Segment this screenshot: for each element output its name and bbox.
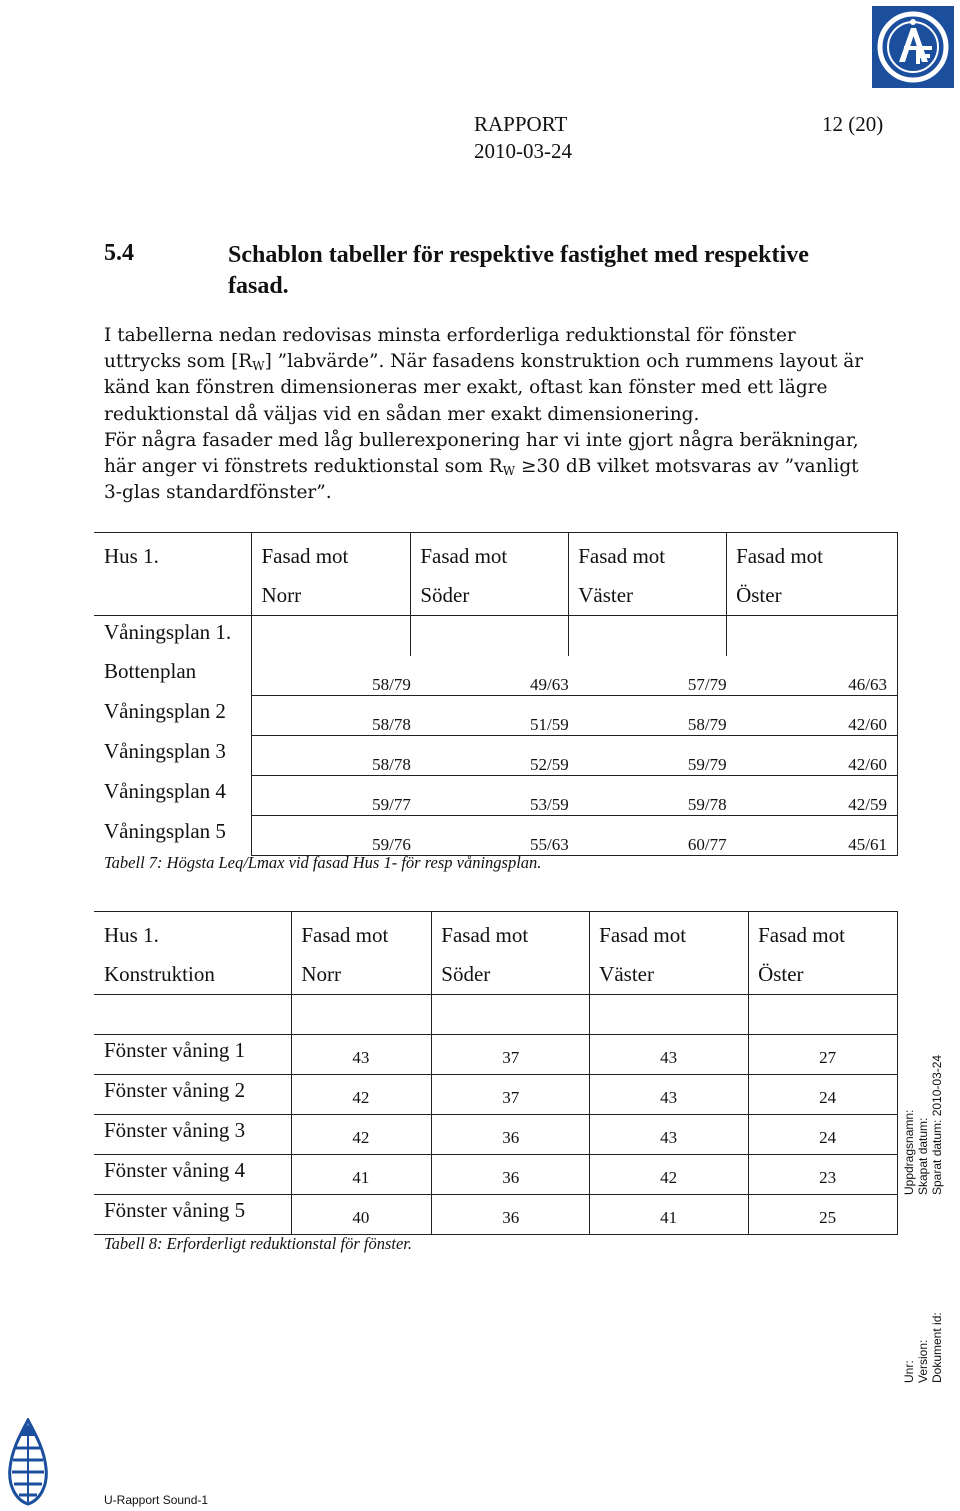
table2-cell: 42 (292, 1075, 432, 1115)
table1-col-header: Fasad mot Norr (252, 533, 411, 616)
table2-cell: 24 (749, 1115, 898, 1155)
table1-cell: 53/59 (411, 776, 569, 816)
intro-sub-2: W (502, 464, 516, 479)
side-version: Version: (916, 1339, 930, 1383)
table1-cell: 46/63 (727, 656, 898, 696)
table1-cell: 52/59 (411, 736, 569, 776)
table2-cell: 36 (432, 1195, 590, 1235)
table2-spacer-row (94, 995, 898, 1035)
table1-cell: 45/61 (727, 816, 898, 856)
table2-col-header: Fasad mot Öster (749, 912, 898, 995)
table1-row-label: Våningsplan 4 (94, 776, 252, 816)
table1-cell: 51/59 (411, 696, 569, 736)
table2-row (94, 1075, 898, 1115)
table1-cell: 59/78 (569, 776, 727, 816)
table2-cell: 23 (749, 1155, 898, 1195)
table1-col-header: Fasad mot Väster (569, 533, 727, 616)
table2-corner: Hus 1. Konstruktion (94, 912, 292, 995)
table2-cell: 25 (749, 1195, 898, 1235)
table2-cell: 40 (292, 1195, 432, 1235)
table1-cell: 59/79 (569, 736, 727, 776)
table2-cell: 43 (590, 1035, 749, 1075)
side-skapat-datum: Skapat datum: (916, 1117, 930, 1195)
side-uppdragsnamn: Uppdragsnamn: (902, 1109, 916, 1195)
table2-cell: 27 (749, 1035, 898, 1075)
table2-row-label: Fönster våning 2 (94, 1075, 292, 1115)
table1-cell: 58/79 (252, 656, 411, 696)
table1-row (94, 656, 898, 696)
table1-row (94, 816, 898, 856)
table1-cell: 58/78 (252, 736, 411, 776)
table2-cell: 24 (749, 1075, 898, 1115)
table1-cell: 58/78 (252, 696, 411, 736)
side-dokument-id: Dokument id: (930, 1312, 944, 1383)
table2-row (94, 1195, 898, 1235)
table1-cell: 59/76 (252, 816, 411, 856)
intro-text-2a: För några fasader med låg bullerexponering har vi inte gjort några beräkningar, här anger vi fönstrets reduktionstal som R (104, 429, 859, 478)
report-date: 2010-03-24 (474, 139, 572, 163)
table1-body (94, 656, 898, 856)
table1-corner: Hus 1. (94, 533, 252, 616)
intro-para-1 (104, 323, 864, 428)
table1-cell: 59/77 (252, 776, 411, 816)
table2-col-header: Fasad mot Söder (432, 912, 590, 995)
intro-para-2 (104, 428, 864, 507)
page-number: 12 (20) (822, 112, 884, 136)
intro-text-1a: I tabellerna nedan redovisas minsta erforderliga reduktionstal för fönster uttrycks som [R (104, 325, 796, 373)
table2-cell: 42 (292, 1115, 432, 1155)
table2-cell: 37 (432, 1075, 590, 1115)
intro-paragraph (104, 323, 864, 506)
section-number: 5.4 (104, 240, 134, 266)
table1-cell: 42/60 (727, 696, 898, 736)
table2-cell: 41 (292, 1155, 432, 1195)
table2-row (94, 1115, 898, 1155)
table2-header-row (94, 912, 898, 995)
table1-row (94, 736, 898, 776)
footer-template-label: U-Rapport Sound-1 (104, 1493, 209, 1507)
side-unr: Unr: (902, 1360, 916, 1383)
table1-cell: 42/60 (727, 736, 898, 776)
table2-col-header: Fasad mot Väster (590, 912, 749, 995)
table2-col-header: Fasad mot Norr (292, 912, 432, 995)
table2-cell: 37 (432, 1035, 590, 1075)
table1-caption: Tabell 7: Högsta Leq/Lmax vid fasad Hus 1- för resp våningsplan. (104, 853, 542, 872)
table2-cell: 36 (432, 1115, 590, 1155)
table1-cell: 58/79 (569, 696, 727, 736)
side-sparat-datum: Sparat datum: 2010-03-24 (930, 1054, 944, 1195)
intro-text-2b: ≥30 dB vilket motsvaras av ”vanligt 3-glas standardfönster”. (104, 456, 859, 504)
table1-row-label: Våningsplan 3 (94, 736, 252, 776)
intro-text-1b: ] ”labvärde”. När fasadens konstruktion och rummens layout är känd kan fönstren dimensioneras mer exakt, oftast kan fönster med ett lägre reduktionstal då väljas vid en sådan mer exakt dimensionering. (104, 351, 864, 425)
shell-logo-icon (4, 1418, 52, 1506)
table-window-reduction (94, 911, 898, 1235)
table2-row-label: Fönster våning 5 (94, 1195, 292, 1235)
af-logo-icon (872, 6, 954, 88)
table1-cell: 42/59 (727, 776, 898, 816)
intro-sub-1: W (252, 359, 265, 374)
table2-caption: Tabell 8: Erforderligt reduktionstal för fönster. (104, 1234, 413, 1253)
table1-row-label: Våningsplan 5 (94, 816, 252, 856)
table1-cell: 49/63 (411, 656, 569, 696)
table2-row-label: Fönster våning 4 (94, 1155, 292, 1195)
table2-cell: 41 (590, 1195, 749, 1235)
table2-cell: 43 (590, 1115, 749, 1155)
table1-cell: 55/63 (411, 816, 569, 856)
table2-cell: 43 (590, 1075, 749, 1115)
table2-cell: 43 (292, 1035, 432, 1075)
table2-cell: 42 (590, 1155, 749, 1195)
table2-cell: 36 (432, 1155, 590, 1195)
table1-subheader-row (94, 616, 898, 656)
table1-row (94, 696, 898, 736)
table1-col-header: Fasad mot Söder (411, 533, 569, 616)
section-title: Schablon tabeller för respektive fastighet med respektive fasad. (228, 242, 809, 299)
table2-body (94, 1035, 898, 1235)
table1-row-label: Bottenplan (94, 656, 252, 696)
table2-row (94, 1155, 898, 1195)
table1-subheader: Våningsplan 1. (94, 616, 252, 656)
table2-row (94, 1035, 898, 1075)
table-levels-facades (94, 532, 898, 856)
table1-row-label: Våningsplan 2 (94, 696, 252, 736)
table1-row (94, 776, 898, 816)
table1-col-header: Fasad mot Öster (727, 533, 898, 616)
table1-header-row (94, 533, 898, 616)
table1-cell: 60/77 (569, 816, 727, 856)
report-type: RAPPORT (474, 112, 568, 136)
table2-row-label: Fönster våning 3 (94, 1115, 292, 1155)
table1-cell: 57/79 (569, 656, 727, 696)
table2-row-label: Fönster våning 1 (94, 1035, 292, 1075)
